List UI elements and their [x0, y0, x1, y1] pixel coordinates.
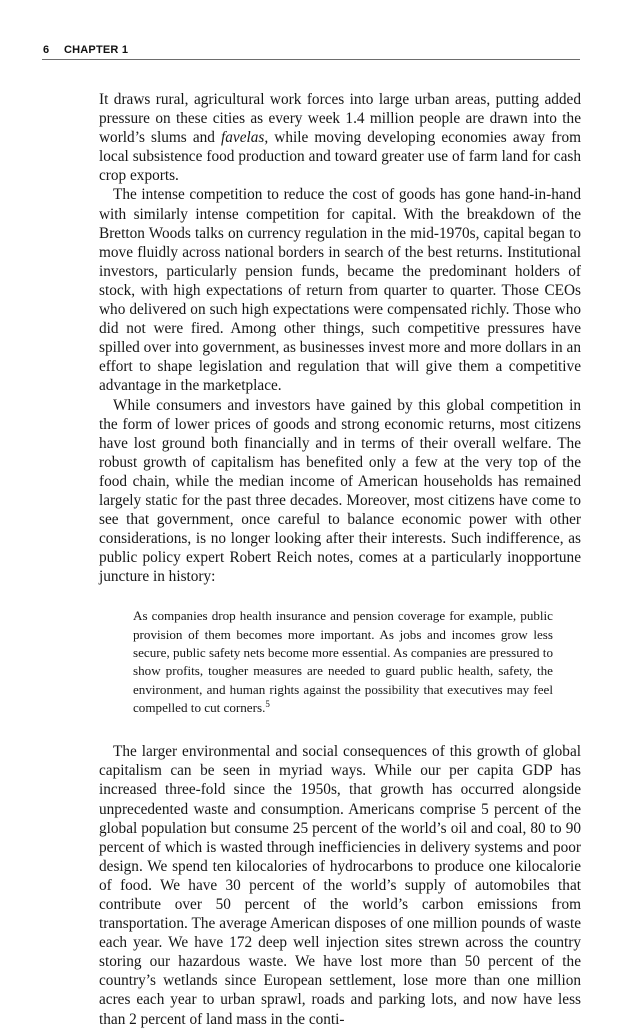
paragraph: While consumers and investors have gained by this global competition in the form of lower prices of goods and strong economic returns, most citizens have lost ground both financially and in terms of their overall welfare. The robust growth of capitalism has benefited only a few at the very top of the food chain, while the median income of American households has remained largely static for the past three decades. Moreover, most citizens have come to see that government, once careful to balance economic power with other considerations, is no longer looking after their interests. Such indifference, as public policy expert Robert Reich notes, comes at a particularly inopportune juncture in history:	[99, 396, 581, 586]
footnote-marker: 5	[265, 698, 270, 709]
paragraph: The intense competition to reduce the cost of goods has gone hand-in-hand with similarly intense competition for capital. With the breakdown of the Bretton Woods talks on currency regulation in the mid-1970s, capital began to move fluidly across national borders in search of the best returns. Institutional investors, particularly pension funds, became the predominant holders of stock, with high expectations of return from quarter to quarter. Those CEOs who delivered on such high expectations were compensated richly. Those who did not were fired. Among other things, such competitive pressures have spilled over into government, as businesses invest more and more dollars in an effort to shape legislation and regulation that will give them a competitive advantage in the marketplace.	[99, 186, 581, 395]
body-text	[99, 90, 581, 1029]
paragraph-continued	[99, 90, 581, 185]
block-quote	[133, 607, 553, 717]
running-header	[42, 44, 580, 60]
paragraph: The larger environmental and social consequences of this growth of global capitalism can be seen in myriad ways. While our per capita GDP has increased three-fold since the 1950s, that growth has occurred alongside unprecedented waste and consumption. Americans comprise 5 percent of the global population but consume 25 percent of the world’s oil and coal, 80 to 90 percent of which is wasted through inefficiencies in delivery systems and poor design. We spend ten kilocalories of hydrocarbons to produce one kilocalorie of food. We have 30 percent of the world’s supply of automobiles that contribute over 50 percent of the world’s carbon emissions from transportation. The average American disposes of one million pounds of waste each year. We have 172 deep well injection sites strewn across the country storing our hazardous waste. We have lost more than 50 percent of the country’s wetlands since European settlement, lose more than one million acres each year to urban sprawl, roads and parking lots, and now have less than 2 percent of land mass in the conti-	[99, 743, 581, 1028]
paragraph-text: It draws rural, agricultural work forces into large urban areas, putting added pressure on these cities as every week 1.4 million people are drawn into the world’s slums and	[99, 91, 581, 147]
page-number: 6	[43, 44, 50, 56]
paragraph-text: while moving developing economies away from local subsistence food production and toward greater use of farm land for cash crop exports.	[99, 129, 581, 185]
italic-term: favelas,	[221, 129, 269, 147]
chapter-label: CHAPTER 1	[64, 44, 129, 56]
quote-text: As companies drop health insurance and pension coverage for example, public provision of them becomes more important. As jobs and incomes grow less secure, public safety nets become more essential. As companies are pressured to show profits, tougher measures are needed to guard public health, safety, the environment, and human rights against the possibility that executives may feel compelled to cut corners.	[133, 608, 553, 715]
